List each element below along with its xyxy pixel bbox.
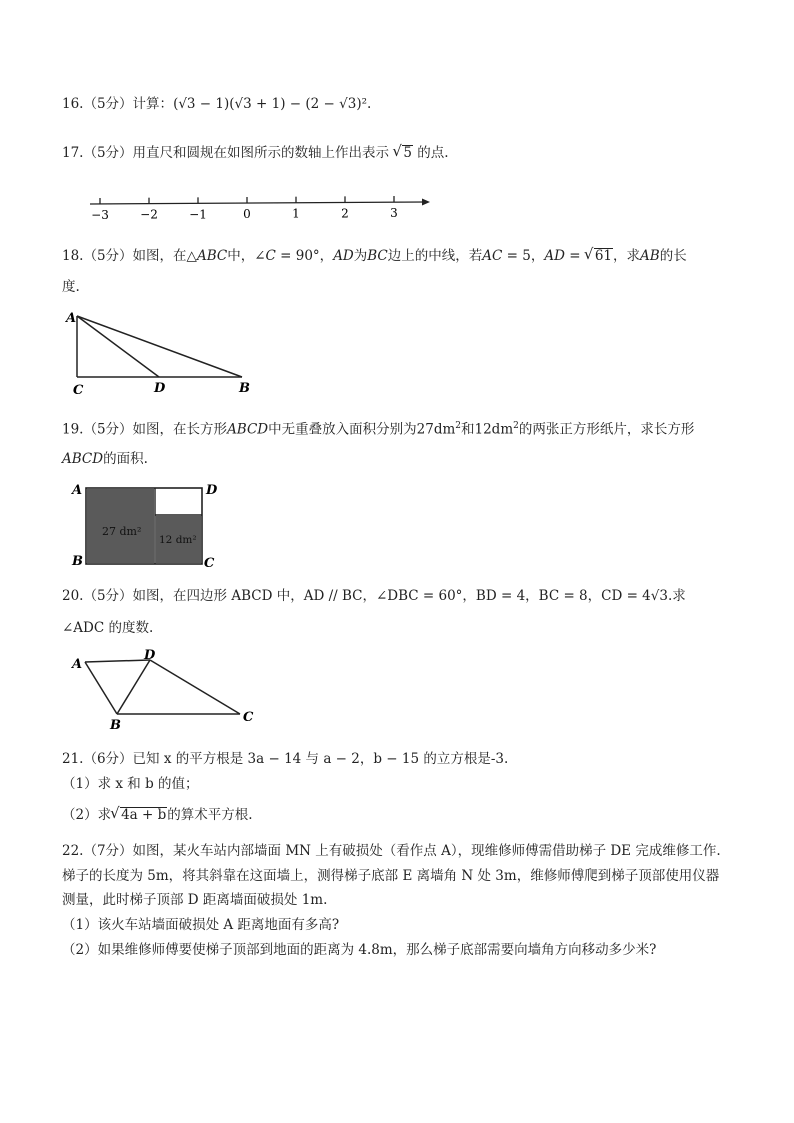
svg-text:B: B xyxy=(110,718,121,733)
q17-text-b: 的点. xyxy=(417,145,449,161)
question-18: 18.（5分）如图，在△ABC中，∠C = 90°，AD为BC边上的中线，若AC = 5，AD = √ 61，求AB的长 xyxy=(62,247,687,265)
tick-label: −1 xyxy=(189,207,207,222)
svg-text:C: C xyxy=(204,556,215,570)
q20-line-2: ∠ADC 的度数. xyxy=(62,620,154,636)
question-17 xyxy=(62,144,449,162)
q18-line-2: 度. xyxy=(62,279,80,295)
question-20: 20.（5分）如图，在四边形 ABCD 中，AD // BC，∠DBC = 60°，BD = 4，BC = 8，CD = 4√3.求 xyxy=(62,588,686,604)
sqrt-61: √ 61 xyxy=(585,247,613,265)
svg-text:B: B xyxy=(72,554,83,569)
label-c: C xyxy=(73,383,84,398)
number-line-ticks xyxy=(91,196,398,222)
q16-prefix: 16.（5分）计算： xyxy=(62,96,174,112)
tick-label: 0 xyxy=(243,207,251,222)
quadrilateral-abcd-figure xyxy=(62,648,262,733)
sqrt-4a-plus-b: √ 4a + b xyxy=(111,806,167,824)
svg-text:A: A xyxy=(72,657,83,672)
q21-part-1: （1）求 x 和 b 的值； xyxy=(62,776,199,792)
question-21: 21.（6分）已知 x 的平方根是 3a − 14 与 a − 2，b − 15 的立方根是-3. xyxy=(62,751,509,767)
tick-label: 2 xyxy=(341,206,349,221)
svg-text:D: D xyxy=(144,648,156,663)
label-b: B xyxy=(239,381,250,396)
q21-part-2: （2）求√ 4a + b的算术平方根. xyxy=(62,806,253,824)
label-a: A xyxy=(66,311,77,326)
q19-line-2: ABCD的面积. xyxy=(62,451,148,467)
tick-label: 3 xyxy=(390,206,398,221)
svg-text:C: C xyxy=(243,710,254,725)
question-22: 22.（7分）如图，某火车站内部墙面 MN 上有破损处（看作点 A），现维修师傅需借助梯子 DE 完成维修工作. xyxy=(62,843,721,859)
tick-label: 1 xyxy=(292,206,300,221)
svg-text:D: D xyxy=(206,483,218,498)
svg-text:A: A xyxy=(72,483,83,498)
tick-label: −2 xyxy=(140,207,158,222)
triangle-abc-figure xyxy=(62,302,262,398)
q22-line-3: 测量，此时梯子顶部 D 距离墙面破损处 1m. xyxy=(62,892,328,908)
question-16 xyxy=(62,95,371,113)
q17-text-a: 17.（5分）用直尺和圆规在如图所示的数轴上作出表示 xyxy=(62,145,390,161)
q22-part-1: （1）该火车站墙面破损处 A 距离地面有多高? xyxy=(62,917,340,933)
q16-expression: (√3 − 1)(√3 + 1) − (2 − √3)². xyxy=(173,96,372,112)
tick-label: −3 xyxy=(91,208,109,222)
q22-line-2: 梯子的长度为 5m，将其斜靠在这面墙上，测得梯子底部 E 离墙角 N 处 3m，维修师傅爬到梯子顶部使用仪器 xyxy=(62,868,720,884)
question-19: 19.（5分）如图，在长方形ABCD中无重叠放入面积分别为$27dm^2$和$12dm^2$的两张正方形纸片，求长方形 xyxy=(62,421,695,438)
label-12dm: 12 dm² xyxy=(159,534,197,546)
number-line-figure xyxy=(80,185,440,225)
sqrt-5: √ 5 xyxy=(393,144,413,162)
q22-part-2: （2）如果维修师傅要使梯子顶部到地面的距离为 4.8m，那么梯子底部需要向墙角方向移动多少米? xyxy=(62,942,657,958)
label-27dm: 27 dm² xyxy=(102,525,142,538)
label-d: D xyxy=(154,381,166,396)
rectangle-abcd-figure xyxy=(66,478,226,570)
